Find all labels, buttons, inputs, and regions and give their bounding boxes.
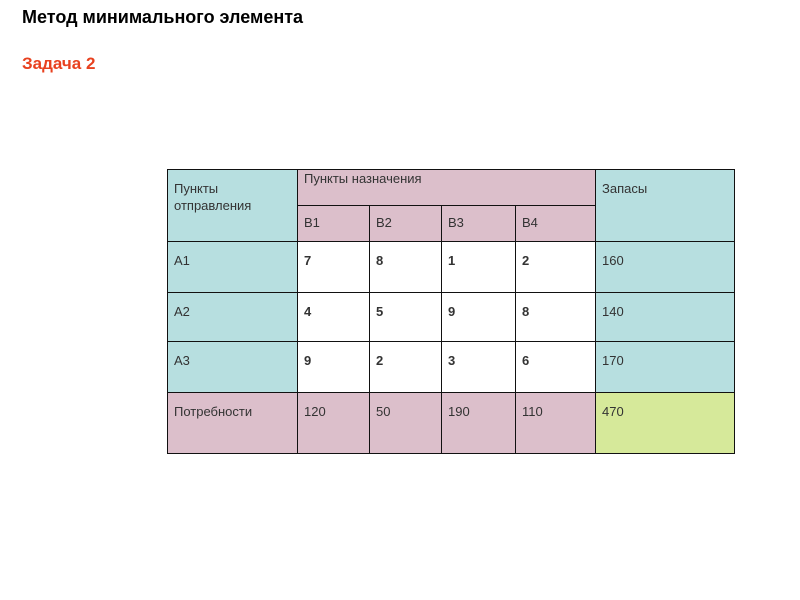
origins-header-cell: Пункты отправления	[168, 170, 298, 242]
slide-subtitle: Задача 2	[22, 54, 96, 73]
cost-cell: 6	[516, 342, 596, 393]
demand-row	[168, 393, 735, 454]
table-row-a3	[168, 342, 735, 393]
supply-a2-cell: 140	[596, 293, 735, 342]
origin-a1-cell: A1	[168, 242, 298, 293]
cost-cell: 7	[298, 242, 370, 293]
origin-a2-cell: A2	[168, 293, 298, 342]
cost-cell: 4	[298, 293, 370, 342]
demand-b3-cell: 190	[442, 393, 516, 454]
supply-a3-cell: 170	[596, 342, 735, 393]
cost-cell: 2	[370, 342, 442, 393]
cost-cell: 3	[442, 342, 516, 393]
cost-cell: 2	[516, 242, 596, 293]
header-row	[168, 170, 735, 206]
demand-label-cell: Потребности	[168, 393, 298, 454]
destination-b1-header: B1	[298, 206, 370, 242]
supply-header-cell: Запасы	[596, 170, 735, 242]
transport-table	[167, 169, 735, 454]
cost-cell: 5	[370, 293, 442, 342]
destination-b2-header: B2	[370, 206, 442, 242]
origin-a3-cell: A3	[168, 342, 298, 393]
slide-title: Метод минимального элемента	[22, 7, 304, 27]
supply-a1-cell: 160	[596, 242, 735, 293]
total-cell: 470	[596, 393, 735, 454]
table-row-a1	[168, 242, 735, 293]
destinations-header-cell: Пункты назначения	[298, 170, 596, 206]
cost-cell: 1	[442, 242, 516, 293]
cost-cell: 8	[516, 293, 596, 342]
cost-cell: 9	[298, 342, 370, 393]
demand-b2-cell: 50	[370, 393, 442, 454]
cost-cell: 9	[442, 293, 516, 342]
demand-b4-cell: 110	[516, 393, 596, 454]
demand-b1-cell: 120	[298, 393, 370, 454]
table-row-a2	[168, 293, 735, 342]
destination-b4-header: B4	[516, 206, 596, 242]
destination-b3-header: B3	[442, 206, 516, 242]
cost-cell: 8	[370, 242, 442, 293]
